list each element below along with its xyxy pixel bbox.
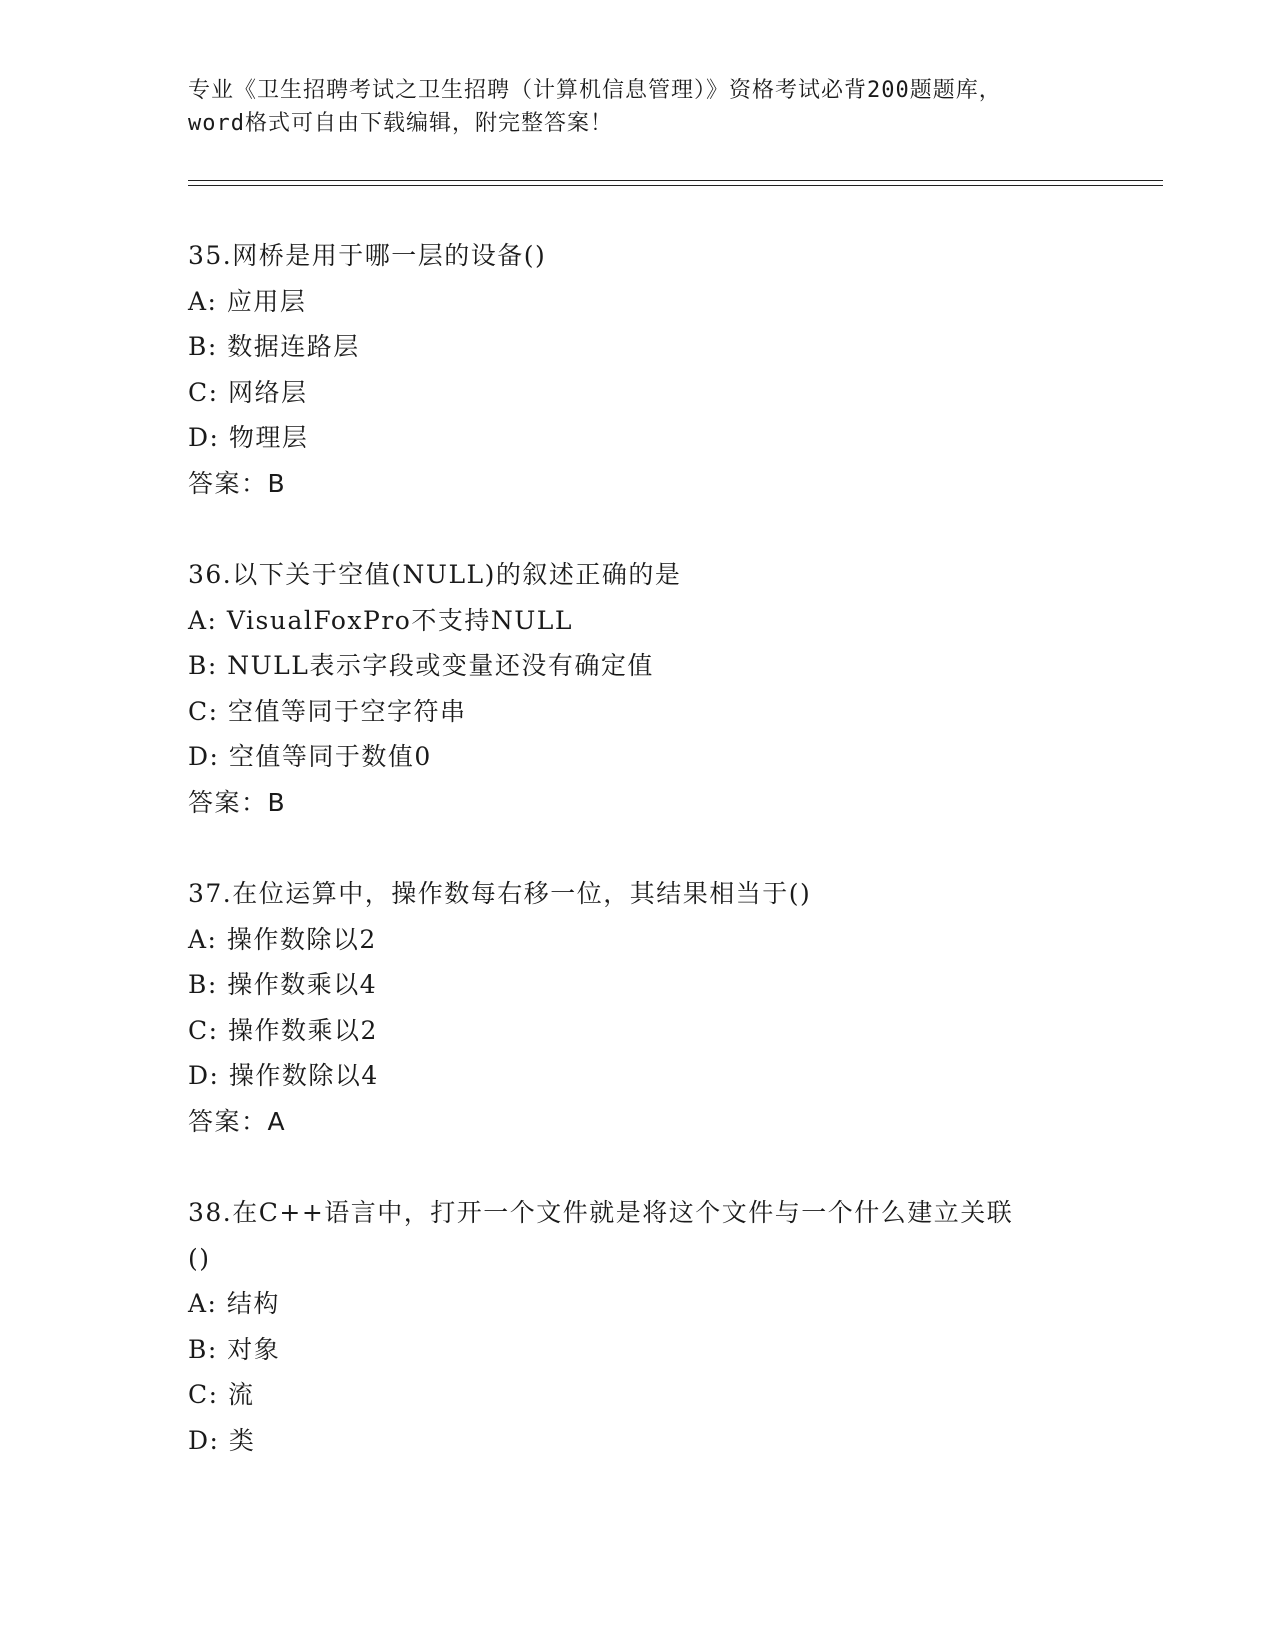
option-c: C: 网络层 <box>188 377 308 407</box>
option-b: B: NULL表示字段或变量还没有确定值 <box>188 651 654 680</box>
question-stem-line-1: 38.在C++语言中，打开一个文件就是将这个文件与一个什么建立关联 <box>188 1198 1014 1227</box>
option-a: A: VisualFoxPro不支持NULL <box>188 605 573 635</box>
option-c: C: 空值等同于空字符串 <box>188 696 467 726</box>
option-a: A: 结构 <box>188 1289 280 1318</box>
question-37 <box>188 871 1088 1144</box>
option-d: D: 空值等同于数值0 <box>188 742 432 771</box>
option-b: B: 操作数乘以4 <box>188 970 378 999</box>
option-b: B: 对象 <box>188 1334 281 1364</box>
header-line-2: word格式可自由下载编辑，附完整答案！ <box>188 111 613 136</box>
option-a: A: 应用层 <box>188 286 307 316</box>
question-list <box>188 233 1088 1509</box>
answer-label: 答案：A <box>188 1106 287 1136</box>
question-stem-line-2: () <box>188 1243 211 1273</box>
option-c: C: 操作数乘以2 <box>188 1015 378 1045</box>
question-stem: 37.在位运算中，操作数每右移一位，其结果相当于() <box>188 879 812 908</box>
document-header <box>188 74 1088 140</box>
option-a: A: 操作数除以2 <box>188 924 377 954</box>
question-38 <box>188 1190 1088 1463</box>
option-d: D: 类 <box>188 1425 256 1455</box>
header-divider-bottom <box>188 185 1163 186</box>
option-d: D: 操作数除以4 <box>188 1061 379 1090</box>
question-stem: 35.网桥是用于哪一层的设备() <box>188 241 547 270</box>
option-d: D: 物理层 <box>188 423 309 452</box>
option-b: B: 数据连路层 <box>188 332 360 361</box>
question-36 <box>188 552 1088 825</box>
header-divider-top <box>188 180 1163 181</box>
question-35 <box>188 233 1088 506</box>
answer-label: 答案：B <box>188 787 287 817</box>
header-line-1: 专业《卫生招聘考试之卫生招聘（计算机信息管理）》资格考试必背200题题库， <box>188 78 1002 103</box>
answer-label: 答案：B <box>188 468 287 498</box>
question-stem: 36.以下关于空值(NULL)的叙述正确的是 <box>188 560 682 589</box>
option-c: C: 流 <box>188 1380 255 1409</box>
